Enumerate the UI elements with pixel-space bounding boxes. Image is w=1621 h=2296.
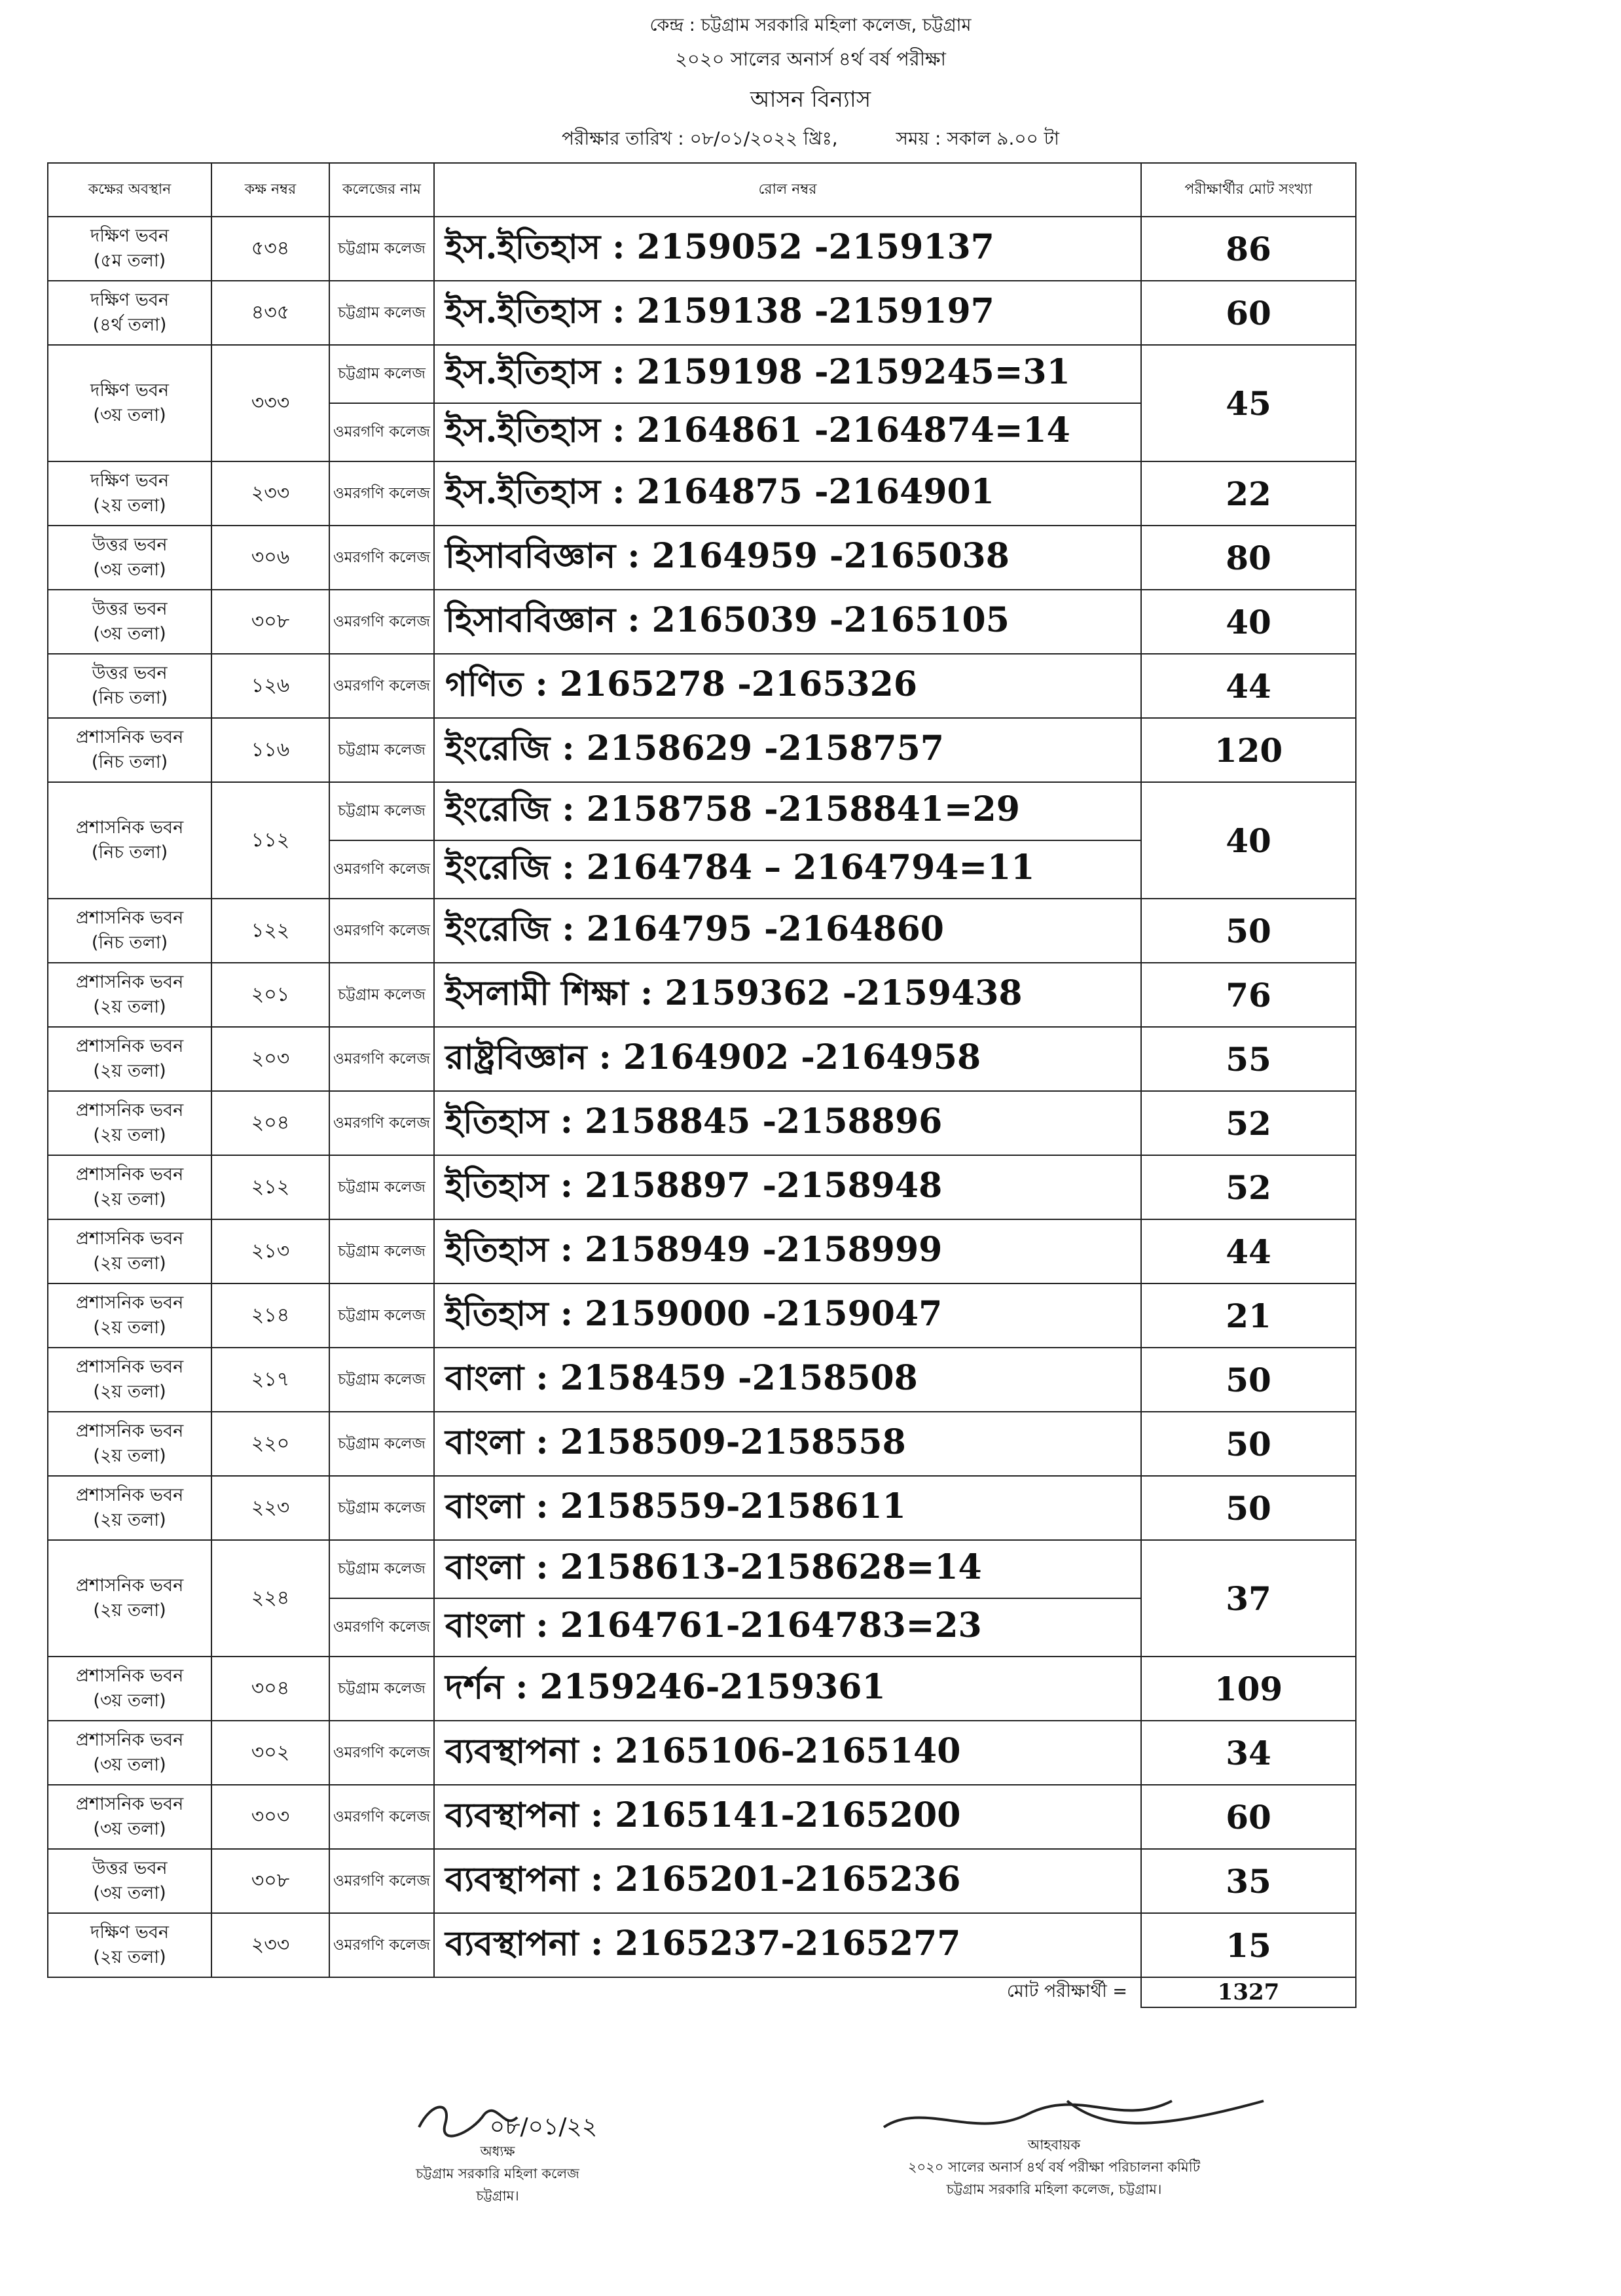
roll-range: হিসাববিজ্ঞান : 2164959 -2165038: [434, 526, 1141, 590]
roll-range: ইস.ইতিহাস : 2159138 -2159197: [434, 281, 1141, 345]
college-name: চট্টগ্রাম কলেজ: [329, 963, 434, 1027]
building-name: প্রশাসনিক ভবন: [75, 1666, 184, 1686]
table-row: [48, 217, 1356, 281]
room-number: ৩০২: [211, 1721, 329, 1785]
college-name: চট্টগ্রাম কলেজ: [329, 782, 434, 840]
roll-range: ব্যবস্থাপনা : 2165237-2165277: [434, 1913, 1141, 1977]
convener-title: ২০২০ সালের অনার্স ৪র্থ বর্ষ পরীক্ষা পরিচালনা কমিটি: [907, 2159, 1201, 2175]
floor-name: (২য় তলা): [93, 997, 166, 1017]
room-location: [48, 1721, 211, 1785]
room-number: ৪৩৫: [211, 281, 329, 345]
floor-name: (২য় তলা): [93, 495, 166, 516]
table-row: [48, 526, 1356, 590]
roll-range: রাষ্ট্রবিজ্ঞান : 2164902 -2164958: [434, 1027, 1141, 1091]
principal-title: অধ্যক্ষ: [480, 2144, 515, 2159]
floor-name: (৩য় তলা): [93, 1883, 166, 1903]
examinee-count: 86: [1141, 217, 1356, 281]
examinee-count: 52: [1141, 1091, 1356, 1155]
room-number: ১১৬: [211, 718, 329, 782]
roll-range: বাংলা : 2158613-2158628=14: [434, 1540, 1141, 1598]
roll-range: বাংলা : 2164761-2164783=23: [434, 1598, 1141, 1657]
floor-name: (৩য় তলা): [93, 405, 166, 425]
room-location: [48, 1540, 211, 1657]
college-name: ওমরগণি কলেজ: [329, 1849, 434, 1913]
examinee-count: 21: [1141, 1283, 1356, 1348]
room-location: [48, 654, 211, 718]
room-number: ৩০৮: [211, 590, 329, 654]
roll-range: ইতিহাস : 2158845 -2158896: [434, 1091, 1141, 1155]
roll-range: ইস.ইতিহাস : 2159052 -2159137: [434, 217, 1141, 281]
college-name: চট্টগ্রাম কলেজ: [329, 1476, 434, 1540]
college-name: ওমরগণি কলেজ: [329, 1091, 434, 1155]
room-number: ৫৩৪: [211, 217, 329, 281]
table-row: [48, 1027, 1356, 1091]
room-number: ৩০৩: [211, 1785, 329, 1849]
room-number: ২৩৩: [211, 1913, 329, 1977]
examinee-count: 40: [1141, 782, 1356, 899]
room-number: ৩০৬: [211, 526, 329, 590]
floor-name: (২য় তলা): [93, 1510, 166, 1530]
room-location: [48, 1155, 211, 1219]
floor-name: (২য় তলা): [93, 1446, 166, 1466]
building-name: প্রশাসনিক ভবন: [75, 1485, 184, 1505]
examinee-count: 35: [1141, 1849, 1356, 1913]
room-location: [48, 718, 211, 782]
floor-name: (৫ম তলা): [93, 251, 166, 271]
college-name: চট্টগ্রাম কলেজ: [329, 1348, 434, 1412]
college-name: চট্টগ্রাম কলেজ: [329, 718, 434, 782]
room-location: [48, 461, 211, 526]
examinee-count: 120: [1141, 718, 1356, 782]
room-number: ২০৪: [211, 1091, 329, 1155]
room-location: [48, 1657, 211, 1721]
room-number: ২১৩: [211, 1219, 329, 1283]
building-name: উত্তর ভবন: [92, 535, 168, 555]
floor-name: (২য় তলা): [93, 1947, 166, 1967]
building-name: দক্ষিণ ভবন: [90, 380, 169, 401]
table-row: [48, 899, 1356, 963]
college-name: চট্টগ্রাম কলেজ: [329, 1412, 434, 1476]
examinee-count: 37: [1141, 1540, 1356, 1657]
building-name: উত্তর ভবন: [92, 1858, 168, 1878]
college-name: চট্টগ্রাম কলেজ: [329, 1155, 434, 1219]
col-header-college: কলেজের নাম: [329, 163, 434, 217]
seat-table-body: [48, 217, 1356, 2007]
room-location: [48, 782, 211, 899]
floor-name: (২য় তলা): [93, 1382, 166, 1402]
table-row: [48, 1155, 1356, 1219]
roll-range: বাংলা : 2158509-2158558: [434, 1412, 1141, 1476]
table-row: [48, 1348, 1356, 1412]
exam-date: পরীক্ষার তারিখ : ০৮/০১/২০২২ খ্রিঃ,: [561, 128, 838, 149]
college-name: ওমরগণি কলেজ: [329, 461, 434, 526]
roll-range: বাংলা : 2158559-2158611: [434, 1476, 1141, 1540]
room-number: ২২০: [211, 1412, 329, 1476]
table-row: [48, 1849, 1356, 1913]
building-name: প্রশাসনিক ভবন: [75, 817, 184, 838]
floor-name: (২য় তলা): [93, 1061, 166, 1081]
floor-name: (নিচ তলা): [91, 933, 168, 953]
room-number: ১১২: [211, 782, 329, 899]
college-name: ওমরগণি কলেজ: [329, 590, 434, 654]
building-name: প্রশাসনিক ভবন: [75, 1575, 184, 1596]
floor-name: (২য় তলা): [93, 1189, 166, 1210]
table-header-row: [48, 163, 1356, 217]
room-number: ৩০৪: [211, 1657, 329, 1721]
floor-name: (২য় তলা): [93, 1318, 166, 1338]
floor-name: (নিচ তলা): [91, 752, 168, 772]
room-number: ২০৩: [211, 1027, 329, 1091]
examinee-count: 52: [1141, 1155, 1356, 1219]
principal-date: ০৮/০১/২২: [489, 2113, 598, 2140]
room-location: [48, 1091, 211, 1155]
exam-name: ২০২০ সালের অনার্স ৪র্থ বর্ষ পরীক্ষা: [675, 48, 946, 70]
table-row: [48, 1785, 1356, 1849]
room-location: [48, 1283, 211, 1348]
college-name: ওমরগণি কলেজ: [329, 1785, 434, 1849]
examinee-count: 76: [1141, 963, 1356, 1027]
floor-name: (৪র্থ তলা): [92, 315, 167, 335]
floor-name: (নিচ তলা): [91, 842, 168, 863]
roll-range: ইস.ইতিহাস : 2164861 -2164874=14: [434, 403, 1141, 461]
col-header-roll: রোল নম্বর: [434, 163, 1141, 217]
examinee-count: 40: [1141, 590, 1356, 654]
table-row: [48, 718, 1356, 782]
roll-range: ইংরেজি : 2164795 -2164860: [434, 899, 1141, 963]
roll-range: ইংরেজি : 2164784 – 2164794=11: [434, 840, 1141, 899]
room-location: [48, 1027, 211, 1091]
college-name: চট্টগ্রাম কলেজ: [329, 1657, 434, 1721]
roll-range: ইতিহাস : 2158949 -2158999: [434, 1219, 1141, 1283]
floor-name: (২য় তলা): [93, 1600, 166, 1621]
room-location: [48, 1849, 211, 1913]
room-location: [48, 1476, 211, 1540]
examinee-count: 60: [1141, 1785, 1356, 1849]
college-name: ওমরগণি কলেজ: [329, 1913, 434, 1977]
room-location: [48, 1913, 211, 1977]
roll-range: ব্যবস্থাপনা : 2165141-2165200: [434, 1785, 1141, 1849]
college-name: ওমরগণি কলেজ: [329, 526, 434, 590]
room-number: ২৩৩: [211, 461, 329, 526]
examinee-count: 44: [1141, 1219, 1356, 1283]
center-name: কেন্দ্র : চট্টগ্রাম সরকারি মহিলা কলেজ, চট্টগ্রাম: [649, 15, 972, 35]
room-number: ২২৪: [211, 1540, 329, 1657]
principal-org: চট্টগ্রাম সরকারি মহিলা কলেজ: [416, 2166, 579, 2181]
examinee-count: 55: [1141, 1027, 1356, 1091]
roll-range: ব্যবস্থাপনা : 2165201-2165236: [434, 1849, 1141, 1913]
examinee-count: 15: [1141, 1913, 1356, 1977]
room-location: [48, 899, 211, 963]
college-name: চট্টগ্রাম কলেজ: [329, 1283, 434, 1348]
college-name: চট্টগ্রাম কলেজ: [329, 217, 434, 281]
room-location: [48, 345, 211, 461]
table-row: [48, 963, 1356, 1027]
building-name: উত্তর ভবন: [92, 599, 168, 619]
examinee-count: 109: [1141, 1657, 1356, 1721]
table-row: [48, 1721, 1356, 1785]
examinee-count: 60: [1141, 281, 1356, 345]
examinee-count: 80: [1141, 526, 1356, 590]
principal-city: চট্টগ্রাম।: [476, 2188, 519, 2204]
table-row: [48, 1412, 1356, 1476]
examinee-count: 50: [1141, 1476, 1356, 1540]
floor-name: (৩য় তলা): [93, 1691, 166, 1711]
table-row: [48, 1091, 1356, 1155]
room-number: ৩০৮: [211, 1849, 329, 1913]
college-name: ওমরগণি কলেজ: [329, 1027, 434, 1091]
room-number: ২০১: [211, 963, 329, 1027]
table-row: [48, 782, 1356, 840]
college-name: ওমরগণি কলেজ: [329, 654, 434, 718]
roll-range: ইতিহাস : 2158897 -2158948: [434, 1155, 1141, 1219]
date-time-line: [0, 124, 1621, 155]
room-number: ৩৩৩: [211, 345, 329, 461]
principal-signature-block: [327, 2114, 668, 2207]
table-row: [48, 1657, 1356, 1721]
building-name: প্রশাসনিক ভবন: [75, 1794, 184, 1814]
roll-range: গণিত : 2165278 -2165326: [434, 654, 1141, 718]
room-location: [48, 526, 211, 590]
roll-range: ইস.ইতিহাস : 2164875 -2164901: [434, 461, 1141, 526]
convener-org: চট্টগ্রাম সরকারি মহিলা কলেজ, চট্টগ্রাম।: [946, 2181, 1162, 2197]
floor-name: (৩য় তলা): [93, 560, 166, 580]
floor-name: (২য় তলা): [93, 1253, 166, 1274]
building-name: প্রশাসনিক ভবন: [75, 1164, 184, 1185]
table-row: [48, 1913, 1356, 1977]
building-name: দক্ষিণ ভবন: [90, 290, 169, 310]
table-row: [48, 345, 1356, 403]
examinee-count: 50: [1141, 899, 1356, 963]
building-name: প্রশাসনিক ভবন: [75, 1100, 184, 1121]
college-name: ওমরগণি কলেজ: [329, 1721, 434, 1785]
col-header-room: কক্ষ নম্বর: [211, 163, 329, 217]
document-title: আসন বিন্যাস: [750, 86, 871, 113]
college-name: ওমরগণি কলেজ: [329, 1598, 434, 1657]
convener-name: আহবায়ক: [1027, 2137, 1081, 2153]
table-row: [48, 1283, 1356, 1348]
room-number: ২১৪: [211, 1283, 329, 1348]
college-name: চট্টগ্রাম কলেজ: [329, 281, 434, 345]
roll-range: ইংরেজি : 2158758 -2158841=29: [434, 782, 1141, 840]
room-number: ১২৬: [211, 654, 329, 718]
examinee-count: 45: [1141, 345, 1356, 461]
roll-range: ইতিহাস : 2159000 -2159047: [434, 1283, 1141, 1348]
college-name: ওমরগণি কলেজ: [329, 840, 434, 899]
building-name: দক্ষিণ ভবন: [90, 226, 169, 246]
building-name: প্রশাসনিক ভবন: [75, 1421, 184, 1441]
college-name: চট্টগ্রাম কলেজ: [329, 1219, 434, 1283]
examinee-count: 22: [1141, 461, 1356, 526]
roll-range: হিসাববিজ্ঞান : 2165039 -2165105: [434, 590, 1141, 654]
grand-total-value: 1327: [1141, 1977, 1356, 2007]
roll-range: ইংরেজি : 2158629 -2158757: [434, 718, 1141, 782]
grand-total-label: মোট পরীক্ষার্থী =: [434, 1977, 1141, 2007]
floor-name: (২য় তলা): [93, 1125, 166, 1145]
room-location: [48, 590, 211, 654]
examinee-count: 50: [1141, 1348, 1356, 1412]
table-row: [48, 281, 1356, 345]
building-name: প্রশাসনিক ভবন: [75, 1357, 184, 1377]
building-name: দক্ষিণ ভবন: [90, 1922, 169, 1943]
college-name: চট্টগ্রাম কলেজ: [329, 345, 434, 403]
roll-range: দর্শন : 2159246-2159361: [434, 1657, 1141, 1721]
room-number: ১২২: [211, 899, 329, 963]
roll-range: ইস.ইতিহাস : 2159198 -2159245=31: [434, 345, 1141, 403]
college-name: ওমরগণি কলেজ: [329, 899, 434, 963]
room-location: [48, 1785, 211, 1849]
floor-name: (৩য় তলা): [93, 1755, 166, 1775]
grand-total-row: [48, 1977, 1356, 2007]
col-header-location: কক্ষের অবস্থান: [48, 163, 211, 217]
table-row: [48, 590, 1356, 654]
table-row: [48, 1540, 1356, 1598]
building-name: প্রশাসনিক ভবন: [75, 1036, 184, 1056]
building-name: প্রশাসনিক ভবন: [75, 908, 184, 928]
building-name: প্রশাসনিক ভবন: [75, 1293, 184, 1313]
building-name: দক্ষিণ ভবন: [90, 471, 169, 491]
room-location: [48, 1412, 211, 1476]
building-name: উত্তর ভবন: [92, 663, 168, 683]
building-name: প্রশাসনিক ভবন: [75, 727, 184, 747]
exam-time: সময় : সকাল ৯.০০ টা: [896, 128, 1060, 149]
floor-name: (৩য় তলা): [93, 1819, 166, 1839]
blank-cell: [48, 1977, 434, 2007]
examinee-count: 50: [1141, 1412, 1356, 1476]
building-name: প্রশাসনিক ভবন: [75, 1730, 184, 1750]
seat-plan-table: [47, 162, 1357, 2008]
convener-signature-block: [805, 2134, 1303, 2200]
room-location: [48, 963, 211, 1027]
table-row: [48, 654, 1356, 718]
room-number: ২২৩: [211, 1476, 329, 1540]
college-name: চট্টগ্রাম কলেজ: [329, 1540, 434, 1598]
room-location: [48, 1219, 211, 1283]
col-header-total: পরীক্ষার্থীর মোট সংখ্যা: [1141, 163, 1356, 217]
table-row: [48, 1219, 1356, 1283]
examinee-count: 44: [1141, 654, 1356, 718]
roll-range: বাংলা : 2158459 -2158508: [434, 1348, 1141, 1412]
room-location: [48, 1348, 211, 1412]
table-row: [48, 1476, 1356, 1540]
room-location: [48, 217, 211, 281]
building-name: প্রশাসনিক ভবন: [75, 1229, 184, 1249]
college-name: ওমরগণি কলেজ: [329, 403, 434, 461]
room-location: [48, 281, 211, 345]
examinee-count: 34: [1141, 1721, 1356, 1785]
floor-name: (নিচ তলা): [91, 688, 168, 708]
table-row: [48, 461, 1356, 526]
room-number: ২১৭: [211, 1348, 329, 1412]
floor-name: (৩য় তলা): [93, 624, 166, 644]
room-number: ২১২: [211, 1155, 329, 1219]
roll-range: ব্যবস্থাপনা : 2165106-2165140: [434, 1721, 1141, 1785]
roll-range: ইসলামী শিক্ষা : 2159362 -2159438: [434, 963, 1141, 1027]
building-name: প্রশাসনিক ভবন: [75, 972, 184, 992]
